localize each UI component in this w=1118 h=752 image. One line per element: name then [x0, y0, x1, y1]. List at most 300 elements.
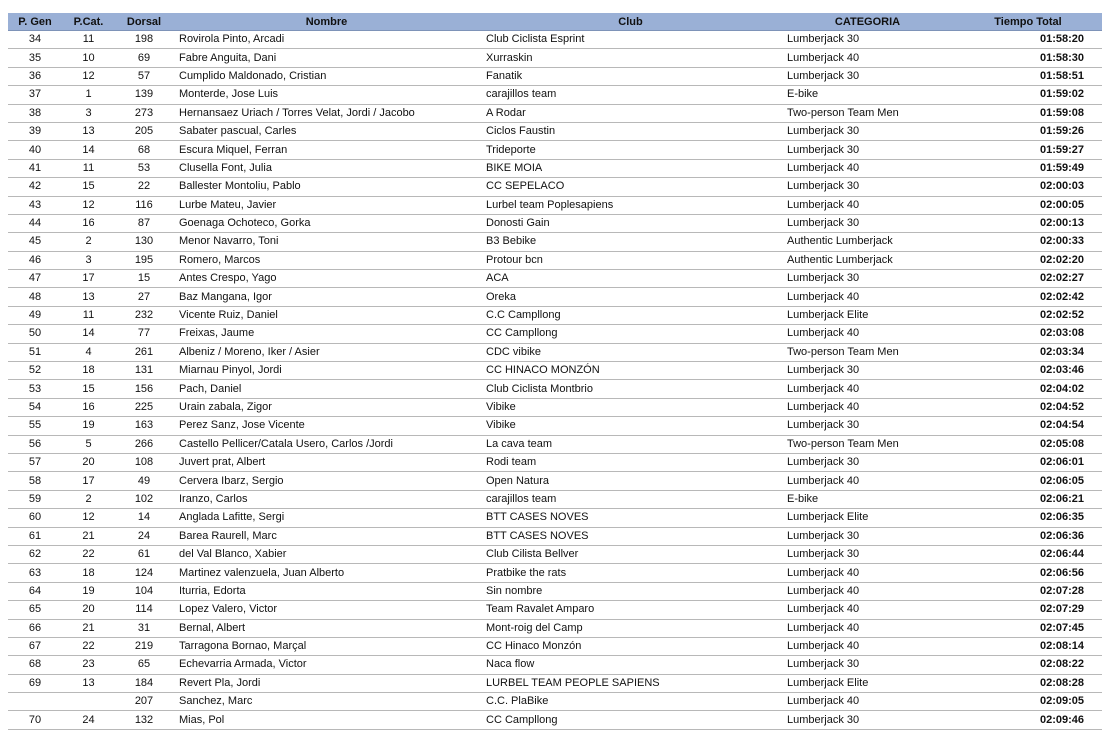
cell-pcat: 13: [62, 674, 115, 692]
header-pcat[interactable]: P.Cat.: [62, 13, 115, 31]
cell-tiempo: 02:03:46: [954, 362, 1102, 380]
cell-categoria: E-bike: [781, 490, 954, 508]
cell-pgen: 69: [8, 674, 62, 692]
cell-dorsal: 195: [115, 251, 173, 269]
cell-tiempo: 02:02:20: [954, 251, 1102, 269]
cell-categoria: Lumberjack 40: [781, 637, 954, 655]
cell-pcat: 17: [62, 472, 115, 490]
cell-pgen: 68: [8, 656, 62, 674]
cell-nombre: Clusella Font, Julia: [173, 159, 480, 177]
cell-categoria: Two-person Team Men: [781, 104, 954, 122]
cell-club: Lurbel team Poplesapiens: [480, 196, 781, 214]
cell-pcat: 12: [62, 67, 115, 85]
cell-dorsal: 65: [115, 656, 173, 674]
cell-dorsal: 207: [115, 693, 173, 711]
table-row[interactable]: [8, 380, 1102, 398]
cell-pgen: 45: [8, 233, 62, 251]
cell-categoria: Lumberjack 40: [781, 601, 954, 619]
cell-pcat: 14: [62, 141, 115, 159]
cell-pgen: 34: [8, 31, 62, 49]
cell-pcat: 5: [62, 435, 115, 453]
table-row[interactable]: [8, 306, 1102, 324]
cell-pcat: 16: [62, 214, 115, 232]
cell-pgen: 57: [8, 453, 62, 471]
table-row[interactable]: [8, 86, 1102, 104]
cell-dorsal: 225: [115, 398, 173, 416]
cell-nombre: Sabater pascual, Carles: [173, 122, 480, 140]
cell-tiempo: 02:07:29: [954, 601, 1102, 619]
cell-club: B3 Bebike: [480, 233, 781, 251]
cell-categoria: Lumberjack 40: [781, 619, 954, 637]
cell-tiempo: 01:59:27: [954, 141, 1102, 159]
cell-pgen: 42: [8, 178, 62, 196]
table-row[interactable]: [8, 601, 1102, 619]
table-row[interactable]: [8, 362, 1102, 380]
cell-dorsal: 57: [115, 67, 173, 85]
cell-dorsal: 31: [115, 619, 173, 637]
cell-club: Vibike: [480, 398, 781, 416]
cell-tiempo: 02:03:34: [954, 343, 1102, 361]
cell-tiempo: 02:06:21: [954, 490, 1102, 508]
cell-tiempo: 02:00:03: [954, 178, 1102, 196]
cell-club: Xurraskin: [480, 49, 781, 67]
cell-dorsal: 87: [115, 214, 173, 232]
cell-nombre: Iturria, Edorta: [173, 582, 480, 600]
cell-tiempo: 02:06:05: [954, 472, 1102, 490]
cell-pcat: 11: [62, 159, 115, 177]
cell-pcat: 22: [62, 545, 115, 563]
table-row[interactable]: [8, 159, 1102, 177]
cell-categoria: Lumberjack 30: [781, 67, 954, 85]
cell-pcat: 16: [62, 398, 115, 416]
cell-dorsal: 15: [115, 270, 173, 288]
cell-pcat: 14: [62, 325, 115, 343]
cell-dorsal: 130: [115, 233, 173, 251]
cell-tiempo: 02:02:27: [954, 270, 1102, 288]
cell-tiempo: 01:59:26: [954, 122, 1102, 140]
cell-nombre: Juvert prat, Albert: [173, 453, 480, 471]
cell-categoria: Lumberjack 40: [781, 398, 954, 416]
cell-club: Sin nombre: [480, 582, 781, 600]
cell-categoria: Authentic Lumberjack: [781, 251, 954, 269]
cell-tiempo: 02:02:52: [954, 306, 1102, 324]
cell-club: Vibike: [480, 417, 781, 435]
cell-categoria: Two-person Team Men: [781, 435, 954, 453]
cell-pcat: 15: [62, 178, 115, 196]
cell-categoria: Lumberjack 40: [781, 380, 954, 398]
cell-tiempo: 01:58:51: [954, 67, 1102, 85]
table-row[interactable]: [8, 178, 1102, 196]
cell-club: CC Campllong: [480, 325, 781, 343]
cell-pgen: 65: [8, 601, 62, 619]
cell-dorsal: 205: [115, 122, 173, 140]
cell-tiempo: 01:58:20: [954, 31, 1102, 49]
cell-tiempo: 02:06:36: [954, 527, 1102, 545]
cell-categoria: Lumberjack 30: [781, 178, 954, 196]
cell-nombre: Revert Pla, Jordi: [173, 674, 480, 692]
table-row[interactable]: [8, 527, 1102, 545]
cell-pgen: 47: [8, 270, 62, 288]
cell-categoria: Lumberjack 40: [781, 288, 954, 306]
cell-nombre: Monterde, Jose Luis: [173, 86, 480, 104]
header-tiempo[interactable]: Tiempo Total: [954, 13, 1102, 31]
cell-nombre: Albeniz / Moreno, Iker / Asier: [173, 343, 480, 361]
results-sheet: [8, 13, 1102, 730]
cell-pgen: 38: [8, 104, 62, 122]
cell-tiempo: 02:07:45: [954, 619, 1102, 637]
cell-nombre: Hernansaez Uriach / Torres Velat, Jordi / Jacobo: [173, 104, 480, 122]
cell-pgen: 39: [8, 122, 62, 140]
cell-tiempo: 02:04:52: [954, 398, 1102, 416]
cell-pcat: 11: [62, 31, 115, 49]
table-row[interactable]: [8, 233, 1102, 251]
cell-nombre: Iranzo, Carlos: [173, 490, 480, 508]
cell-dorsal: 102: [115, 490, 173, 508]
cell-pcat: 22: [62, 637, 115, 655]
cell-pgen: 41: [8, 159, 62, 177]
table-row[interactable]: [8, 325, 1102, 343]
cell-pcat: 19: [62, 582, 115, 600]
cell-nombre: Lurbe Mateu, Javier: [173, 196, 480, 214]
cell-pgen: 67: [8, 637, 62, 655]
table-row[interactable]: [8, 49, 1102, 67]
cell-dorsal: 198: [115, 31, 173, 49]
cell-nombre: Anglada Lafitte, Sergi: [173, 509, 480, 527]
cell-pcat: 3: [62, 251, 115, 269]
table-row[interactable]: [8, 435, 1102, 453]
cell-tiempo: 02:06:35: [954, 509, 1102, 527]
table-row[interactable]: [8, 417, 1102, 435]
cell-categoria: Lumberjack 40: [781, 196, 954, 214]
cell-club: Open Natura: [480, 472, 781, 490]
cell-club: LURBEL TEAM PEOPLE SAPIENS: [480, 674, 781, 692]
results-table: [8, 13, 1102, 730]
cell-dorsal: 27: [115, 288, 173, 306]
table-row[interactable]: [8, 711, 1102, 729]
table-row[interactable]: [8, 637, 1102, 655]
cell-club: Rodi team: [480, 453, 781, 471]
table-row[interactable]: [8, 674, 1102, 692]
table-row[interactable]: [8, 343, 1102, 361]
cell-club: CC Hinaco Monzón: [480, 637, 781, 655]
cell-pcat: 11: [62, 306, 115, 324]
header-dorsal[interactable]: Dorsal: [115, 13, 173, 31]
cell-pcat: 24: [62, 711, 115, 729]
cell-nombre: Martinez valenzuela, Juan Alberto: [173, 564, 480, 582]
table-row[interactable]: [8, 545, 1102, 563]
cell-tiempo: 01:59:08: [954, 104, 1102, 122]
cell-dorsal: 273: [115, 104, 173, 122]
cell-pgen: 43: [8, 196, 62, 214]
cell-pcat: 12: [62, 509, 115, 527]
cell-categoria: Lumberjack 40: [781, 325, 954, 343]
cell-dorsal: 266: [115, 435, 173, 453]
cell-nombre: Urain zabala, Zigor: [173, 398, 480, 416]
cell-categoria: Lumberjack 30: [781, 417, 954, 435]
cell-categoria: Lumberjack 30: [781, 270, 954, 288]
cell-pcat: 3: [62, 104, 115, 122]
cell-nombre: Sanchez, Marc: [173, 693, 480, 711]
cell-nombre: Mias, Pol: [173, 711, 480, 729]
cell-tiempo: 02:04:54: [954, 417, 1102, 435]
cell-club: Naca flow: [480, 656, 781, 674]
cell-pgen: 49: [8, 306, 62, 324]
cell-nombre: Castello Pellicer/Catala Usero, Carlos /Jordi: [173, 435, 480, 453]
cell-categoria: Lumberjack 30: [781, 122, 954, 140]
header-nombre[interactable]: Nombre: [173, 13, 480, 31]
cell-dorsal: 219: [115, 637, 173, 655]
cell-club: Donosti Gain: [480, 214, 781, 232]
cell-club: Fanatik: [480, 67, 781, 85]
cell-nombre: Perez Sanz, Jose Vicente: [173, 417, 480, 435]
cell-pcat: [62, 693, 115, 711]
cell-club: BTT CASES NOVES: [480, 509, 781, 527]
cell-pcat: 15: [62, 380, 115, 398]
table-row[interactable]: [8, 582, 1102, 600]
cell-pcat: 21: [62, 619, 115, 637]
cell-nombre: Vicente Ruiz, Daniel: [173, 306, 480, 324]
cell-pcat: 18: [62, 564, 115, 582]
cell-pgen: 36: [8, 67, 62, 85]
table-row[interactable]: [8, 31, 1102, 49]
cell-pcat: 21: [62, 527, 115, 545]
cell-tiempo: 02:08:22: [954, 656, 1102, 674]
table-row[interactable]: [8, 122, 1102, 140]
cell-nombre: Menor Navarro, Toni: [173, 233, 480, 251]
cell-categoria: Lumberjack 30: [781, 527, 954, 545]
table-row[interactable]: [8, 398, 1102, 416]
cell-tiempo: 02:06:44: [954, 545, 1102, 563]
cell-pgen: 62: [8, 545, 62, 563]
cell-pgen: 35: [8, 49, 62, 67]
cell-tiempo: 02:00:05: [954, 196, 1102, 214]
header-club[interactable]: Club: [480, 13, 781, 31]
cell-categoria: Authentic Lumberjack: [781, 233, 954, 251]
cell-dorsal: 232: [115, 306, 173, 324]
cell-club: Ciclos Faustin: [480, 122, 781, 140]
cell-club: carajillos team: [480, 490, 781, 508]
table-row[interactable]: [8, 693, 1102, 711]
cell-pcat: 20: [62, 601, 115, 619]
table-header: [8, 13, 1102, 31]
table-row[interactable]: [8, 214, 1102, 232]
cell-club: CC SEPELACO: [480, 178, 781, 196]
cell-tiempo: 02:02:42: [954, 288, 1102, 306]
cell-tiempo: 02:03:08: [954, 325, 1102, 343]
cell-pgen: 58: [8, 472, 62, 490]
cell-dorsal: 24: [115, 527, 173, 545]
cell-dorsal: 261: [115, 343, 173, 361]
cell-nombre: Antes Crespo, Yago: [173, 270, 480, 288]
cell-categoria: Two-person Team Men: [781, 343, 954, 361]
cell-dorsal: 114: [115, 601, 173, 619]
table-row[interactable]: [8, 564, 1102, 582]
cell-nombre: Bernal, Albert: [173, 619, 480, 637]
cell-categoria: Lumberjack 40: [781, 159, 954, 177]
cell-categoria: Lumberjack 30: [781, 31, 954, 49]
cell-categoria: Lumberjack 30: [781, 545, 954, 563]
cell-pgen: 50: [8, 325, 62, 343]
table-row[interactable]: [8, 453, 1102, 471]
cell-club: CC HINACO MONZÓN: [480, 362, 781, 380]
cell-categoria: Lumberjack 30: [781, 141, 954, 159]
cell-nombre: Miarnau Pinyol, Jordi: [173, 362, 480, 380]
cell-club: A Rodar: [480, 104, 781, 122]
table-row[interactable]: [8, 104, 1102, 122]
table-row[interactable]: [8, 656, 1102, 674]
cell-tiempo: 02:06:01: [954, 453, 1102, 471]
cell-nombre: Lopez Valero, Victor: [173, 601, 480, 619]
cell-pgen: [8, 693, 62, 711]
cell-dorsal: 108: [115, 453, 173, 471]
cell-club: CDC vibike: [480, 343, 781, 361]
cell-tiempo: 02:06:56: [954, 564, 1102, 582]
cell-dorsal: 14: [115, 509, 173, 527]
cell-club: C.C. PlaBike: [480, 693, 781, 711]
cell-dorsal: 184: [115, 674, 173, 692]
cell-pcat: 12: [62, 196, 115, 214]
header-row: [8, 13, 1102, 31]
cell-categoria: Lumberjack 40: [781, 49, 954, 67]
cell-pcat: 18: [62, 362, 115, 380]
cell-nombre: Baz Mangana, Igor: [173, 288, 480, 306]
cell-club: BIKE MOIA: [480, 159, 781, 177]
cell-club: Club Ciclista Montbrio: [480, 380, 781, 398]
cell-tiempo: 02:08:14: [954, 637, 1102, 655]
header-categoria[interactable]: CATEGORIA: [781, 13, 954, 31]
cell-dorsal: 124: [115, 564, 173, 582]
cell-dorsal: 53: [115, 159, 173, 177]
cell-pcat: 17: [62, 270, 115, 288]
cell-dorsal: 116: [115, 196, 173, 214]
cell-nombre: del Val Blanco, Xabier: [173, 545, 480, 563]
cell-tiempo: 01:59:02: [954, 86, 1102, 104]
cell-pgen: 59: [8, 490, 62, 508]
table-row[interactable]: [8, 619, 1102, 637]
table-row[interactable]: [8, 509, 1102, 527]
table-row[interactable]: [8, 141, 1102, 159]
cell-dorsal: 104: [115, 582, 173, 600]
cell-categoria: Lumberjack 30: [781, 711, 954, 729]
cell-tiempo: 02:09:46: [954, 711, 1102, 729]
cell-pgen: 37: [8, 86, 62, 104]
cell-nombre: Fabre Anguita, Dani: [173, 49, 480, 67]
table-row[interactable]: [8, 196, 1102, 214]
cell-categoria: Lumberjack 40: [781, 693, 954, 711]
cell-pgen: 46: [8, 251, 62, 269]
cell-categoria: Lumberjack Elite: [781, 306, 954, 324]
table-row[interactable]: [8, 472, 1102, 490]
cell-pgen: 61: [8, 527, 62, 545]
cell-pcat: 19: [62, 417, 115, 435]
cell-categoria: Lumberjack Elite: [781, 674, 954, 692]
cell-pgen: 63: [8, 564, 62, 582]
cell-tiempo: 01:58:30: [954, 49, 1102, 67]
table-row[interactable]: [8, 270, 1102, 288]
cell-categoria: Lumberjack 40: [781, 564, 954, 582]
table-row[interactable]: [8, 251, 1102, 269]
cell-nombre: Tarragona Bornao, Marçal: [173, 637, 480, 655]
cell-nombre: Rovirola Pinto, Arcadi: [173, 31, 480, 49]
cell-pgen: 44: [8, 214, 62, 232]
cell-dorsal: 69: [115, 49, 173, 67]
cell-dorsal: 131: [115, 362, 173, 380]
cell-pgen: 56: [8, 435, 62, 453]
cell-nombre: Escura Miquel, Ferran: [173, 141, 480, 159]
cell-categoria: E-bike: [781, 86, 954, 104]
cell-pgen: 66: [8, 619, 62, 637]
cell-tiempo: 02:09:05: [954, 693, 1102, 711]
cell-dorsal: 163: [115, 417, 173, 435]
cell-pgen: 40: [8, 141, 62, 159]
cell-dorsal: 68: [115, 141, 173, 159]
cell-club: ACA: [480, 270, 781, 288]
cell-pcat: 20: [62, 453, 115, 471]
cell-nombre: Romero, Marcos: [173, 251, 480, 269]
cell-club: C.C Campllong: [480, 306, 781, 324]
cell-club: Protour bcn: [480, 251, 781, 269]
cell-nombre: Freixas, Jaume: [173, 325, 480, 343]
cell-tiempo: 02:08:28: [954, 674, 1102, 692]
cell-pgen: 54: [8, 398, 62, 416]
cell-pgen: 60: [8, 509, 62, 527]
cell-nombre: Ballester Montoliu, Pablo: [173, 178, 480, 196]
cell-dorsal: 132: [115, 711, 173, 729]
cell-nombre: Echevarria Armada, Victor: [173, 656, 480, 674]
cell-pgen: 64: [8, 582, 62, 600]
table-row[interactable]: [8, 288, 1102, 306]
cell-pcat: 13: [62, 288, 115, 306]
cell-dorsal: 139: [115, 86, 173, 104]
cell-nombre: Cervera Ibarz, Sergio: [173, 472, 480, 490]
cell-pgen: 53: [8, 380, 62, 398]
cell-pcat: 1: [62, 86, 115, 104]
cell-dorsal: 22: [115, 178, 173, 196]
cell-nombre: Barea Raurell, Marc: [173, 527, 480, 545]
cell-pcat: 10: [62, 49, 115, 67]
cell-tiempo: 01:59:49: [954, 159, 1102, 177]
table-row[interactable]: [8, 490, 1102, 508]
cell-categoria: Lumberjack 30: [781, 362, 954, 380]
cell-pcat: 13: [62, 122, 115, 140]
cell-club: Mont-roig del Camp: [480, 619, 781, 637]
cell-club: Oreka: [480, 288, 781, 306]
cell-club: La cava team: [480, 435, 781, 453]
cell-club: BTT CASES NOVES: [480, 527, 781, 545]
cell-dorsal: 61: [115, 545, 173, 563]
cell-dorsal: 77: [115, 325, 173, 343]
cell-tiempo: 02:05:08: [954, 435, 1102, 453]
cell-tiempo: 02:00:13: [954, 214, 1102, 232]
cell-nombre: Pach, Daniel: [173, 380, 480, 398]
table-row[interactable]: [8, 67, 1102, 85]
cell-club: Club Ciclista Esprint: [480, 31, 781, 49]
cell-categoria: Lumberjack 40: [781, 582, 954, 600]
cell-club: Pratbike the rats: [480, 564, 781, 582]
cell-dorsal: 156: [115, 380, 173, 398]
cell-tiempo: 02:07:28: [954, 582, 1102, 600]
cell-club: Team Ravalet Amparo: [480, 601, 781, 619]
cell-pgen: 70: [8, 711, 62, 729]
cell-pgen: 52: [8, 362, 62, 380]
cell-club: Trideporte: [480, 141, 781, 159]
cell-club: Club Cilista Bellver: [480, 545, 781, 563]
cell-pgen: 51: [8, 343, 62, 361]
cell-pcat: 4: [62, 343, 115, 361]
cell-club: CC Campllong: [480, 711, 781, 729]
header-pgen[interactable]: P. Gen: [8, 13, 62, 31]
cell-categoria: Lumberjack 40: [781, 472, 954, 490]
